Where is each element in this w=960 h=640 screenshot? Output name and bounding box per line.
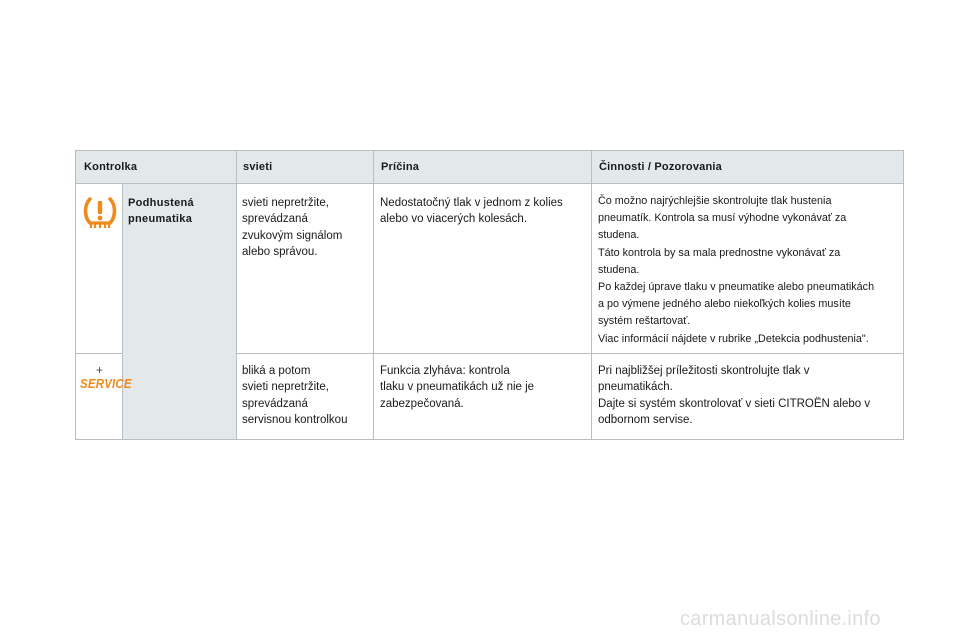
header-cinnosti: Činnosti / Pozorovania — [599, 161, 722, 173]
header-pricina: Príčina — [381, 161, 420, 173]
row2-cause: Funkcia zlyháva: kontrola tlaku v pneumatikách už nie je zabezpečovaná. — [380, 365, 535, 410]
row1-cause: Nedostatočný tlak v jednom z kolies alebo vo viacerých kolesách. — [380, 197, 563, 226]
watermark: carmanualsonline.info — [680, 608, 881, 630]
row1-name: Podhustená pneumatika — [128, 197, 194, 225]
divider — [236, 151, 237, 439]
row2-state: bliká a potom svieti nepretržite, sprevádzaná servisnou kontrolkou — [242, 365, 348, 427]
table-header — [76, 151, 903, 184]
plus-sign: + — [96, 363, 104, 377]
row1-state: svieti nepretržite, sprevádzaná zvukovým signálom alebo správou. — [242, 197, 343, 259]
tyre-pressure-warning-icon — [82, 195, 118, 231]
divider — [373, 151, 374, 439]
divider — [76, 353, 122, 354]
header-kontrolka: Kontrolka — [84, 161, 138, 173]
divider — [236, 353, 903, 354]
row1-actions: Čo možno najrýchlejšie skontrolujte tlak hustenia pneumatík. Kontrola sa musí výhodne vykonávať za studena. Táto kontrola by sa mala prednostne vykonávať za studena. Po každej úprave tlaku v pneumatike alebo pneumatikách a po výmene jedného alebo niekoľkých kolies musíte systém reštartovať. Viac informácií nájdete v rubrike „Detekcia podhustenia". — [598, 195, 875, 345]
service-warning-icon: SERVICE — [80, 377, 132, 391]
divider — [591, 151, 592, 439]
warning-lights-table — [75, 150, 904, 440]
row2-actions: Pri najbližšej príležitosti skontrolujte tlak v pneumatikách. Dajte si systém skontrolovať v sieti CITROËN alebo v odbornom servise. — [598, 365, 871, 427]
header-svieti: svieti — [243, 161, 273, 173]
divider — [122, 183, 123, 439]
